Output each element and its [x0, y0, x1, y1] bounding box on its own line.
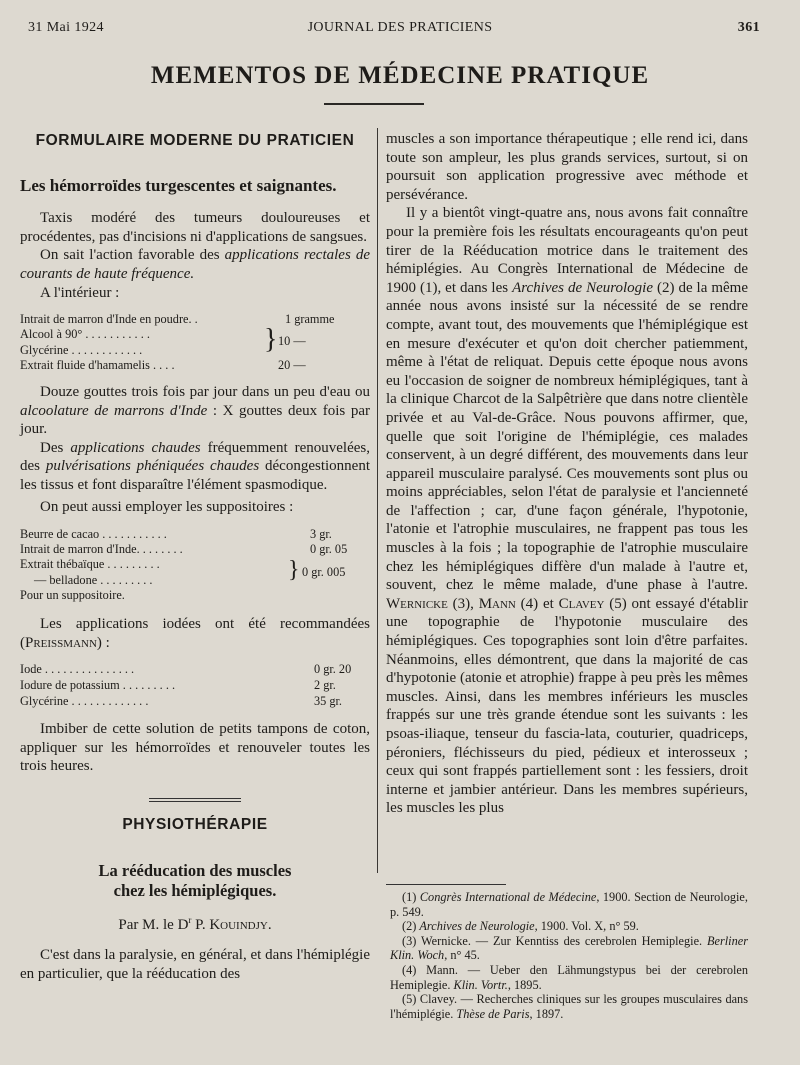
paragraph-interieur: A l'intérieur : — [40, 284, 120, 301]
byline-prefix: Par M. le D — [118, 916, 189, 933]
article-title-line: La rééducation des muscles — [98, 860, 292, 880]
text-run: Les applications iodées ont été recommandées ( — [20, 616, 370, 651]
rx-shared-quantity: 10 — — [278, 334, 306, 349]
author-name: Wernicke — [386, 595, 448, 612]
left-column — [20, 130, 370, 983]
text-run: Des — [40, 439, 71, 456]
prescription-2 — [20, 527, 370, 603]
text-italic-run: Congrès International de Médecine — [419, 890, 597, 904]
article-title — [20, 861, 370, 901]
byline — [20, 911, 370, 935]
text-italic-run: Thèse de Paris — [456, 1006, 530, 1021]
footnote — [390, 934, 748, 963]
author-name: P. Kouindjy. — [195, 916, 272, 933]
paragraph-continuation: muscles a son importance thérapeutique ; elle rend ici, dans toute son ampleur, les plus grands services, surtout, si on poursuit son application progressive avec méthode et persévérance. — [386, 131, 748, 203]
text-italic-run: applications chaudes — [70, 439, 201, 456]
author-name: Clavey — [558, 595, 605, 612]
text-italic-run: Klin. Vortr. — [453, 977, 508, 992]
rx-row — [20, 312, 370, 327]
paragraph-article-start: C'est dans la paralysie, en général, et dans l'hémiplégie en particulier, que la rééducation des — [20, 947, 370, 982]
text-italic-run: pulvérisations phéniquées chaudes — [45, 458, 260, 475]
page-title: MEMENTOS DE MÉDECINE PRATIQUE — [150, 62, 650, 89]
rx-ingredient: Intrait de marron d'Inde. . . . . . . . — [20, 542, 183, 557]
subtitle-hemorroides: Les hémorroïdes turgescentes et saignantes. — [20, 175, 337, 195]
text-run: décongestionnent les tissus et font disparaître l'élément spasmodique. — [20, 458, 370, 493]
rx-row — [20, 527, 370, 542]
text-run: (3), — [447, 595, 479, 612]
rx-row — [20, 662, 370, 678]
rx-quantity: 20 — — [278, 357, 306, 372]
rx-ingredient: — belladone . . . . . . . . . — [34, 572, 153, 587]
rx-quantity: 35 gr. — [314, 694, 343, 709]
footnote — [390, 890, 748, 919]
text-run: Douze gouttes trois fois par jour dans un peu d'eau ou — [40, 383, 370, 400]
rx-ingredient: Glycérine . . . . . . . . . . . . — [20, 342, 143, 357]
rx-row — [20, 678, 370, 694]
text-run: , 1895. — [507, 977, 542, 992]
rx-quantity: 0 gr. 20 — [314, 662, 352, 677]
header-date: 31 Mai 1924 — [28, 20, 104, 35]
text-run: : X gouttes deux fois par jour. — [20, 402, 371, 438]
right-column — [386, 130, 748, 818]
footnote — [390, 963, 748, 992]
text-run: , 1900. Section de Neurologie, p. 549. — [390, 890, 748, 919]
rx-quantity: 1 gramme — [285, 312, 335, 327]
rx-ingredient: Extrait thébaïque . . . . . . . . . — [20, 557, 160, 572]
section-heading-formulaire: FORMULAIRE MODERNE DU PRATICIEN — [35, 132, 355, 149]
text-run: , 1900. Vol. X, n° 59. — [534, 919, 639, 934]
rx-row — [20, 588, 370, 603]
rx-row — [20, 358, 370, 373]
text-italic-run: alcoolature de marrons d'Inde — [20, 402, 208, 419]
prescription-3 — [20, 662, 370, 710]
rx-shared-quantity: 0 gr. 005 — [302, 565, 346, 580]
text-run: fréquemment renouvelées, des — [20, 439, 370, 475]
brace-icon: } — [264, 324, 278, 356]
author-name: Mann — [478, 595, 516, 612]
rx-ingredient: Extrait fluide d'hamamelis . . . . — [20, 357, 175, 372]
text-run: (3) Wernicke. — Zur Kenntiss des cerebrolen Hemiplegie. — [402, 933, 708, 948]
text-run: (4) et — [515, 595, 559, 612]
text-run: (5) ont essayé d'établir une topographie de l'hypotonie musculaire des hémiplégiques. Ces topographies sont loin d'être parfaites. Néanmoins, elles démontrent, que dans la majorité de cas d'hypotonie (atonie et atrophie) frappe à peu près les mêmes muscles. Ainsi, dans les membres inférieurs les muscles frappés sur une très grande étendue sont les suivants : les psoas-iliaque, tenseur du fascia-lata, couturier, quadriceps, péroniers, fléchisseurs du pied, pédieux et interosseux ; ceux qui sont frappés partiellement sont : les fessiers, droit interne et jambier antérieur. Dans les membres supérieurs, les muscles les plus — [386, 595, 748, 817]
paragraph-courants — [20, 246, 370, 283]
paragraph-iodees — [20, 615, 370, 652]
text-run: (5) Clavey. — Recherches cliniques sur les groupes musculaires dans l'hémiplégie. — [390, 992, 748, 1021]
rx-row — [20, 542, 370, 557]
rx-ingredient: Glycérine . . . . . . . . . . . . . — [20, 694, 149, 709]
prescription-1 — [20, 312, 370, 373]
rx-ingredient: Alcool à 90° . . . . . . . . . . . — [20, 327, 150, 342]
footnotes — [390, 890, 748, 1021]
section-heading-physiotherapie: PHYSIOTHÉRAPIE — [122, 815, 268, 833]
paragraph-vingt-quatre-ans — [386, 204, 748, 818]
paragraph-imbiber: Imbiber de cette solution de petits tampons de coton, appliquer sur les hémorroïdes et renouveler toutes les trois heures. — [20, 721, 370, 775]
paragraph-douze-gouttes — [20, 383, 370, 439]
text-run: , n° 45. — [444, 948, 480, 963]
footnote — [390, 919, 748, 934]
text-run: (2) de la même année nous avons insisté sur la nécessité de se rendre compte, avant tout, des mouvements que l'hémiplégique est en mesure d'exécuter et qu'on doit chercher patiemment, même à l'état de reliquat. Depuis cette époque nous avons eu l'occasion de soigner de nombreux hémiplégiques, tant à la clinique Charcot de la Salpêtrière que dans notre clientèle privée et au Val-de-Grâce. Nous pouvons affirmer, que, quelle que soit l'origine de l'hémiplégie, ces malades conservent, à un degré différent, des mouvements dans leur appareil musculaire paralysé. Ces mouvements sont plus ou moins appréciables, selon l'état de paralysie et l'ancienneté de l'affection ; car, d'une façon générale, l'hypotonie, l'atonie et l'atrophie musculaires, ne frappent pas tous les muscles à la fois ; la topographie de l'atrophie musculaire chez les hémiplégiques diffère d'un malade à l'autre et, souvent, chez le même malade, d'une phase à l'autre. — [386, 279, 749, 594]
header-journal-name: JOURNAL DES PRATICIENS — [307, 20, 493, 35]
section-separator — [149, 798, 241, 802]
text-run: (1) — [402, 890, 420, 904]
text-run: , 1897. — [529, 1006, 564, 1021]
column-divider — [377, 128, 378, 873]
text-italic-run: Archives de Neurologie — [512, 279, 654, 296]
text-run: (2) — [402, 919, 420, 934]
author-name: Preissmann — [25, 634, 97, 651]
rx-row — [20, 327, 370, 342]
text-run: (4) Mann. — Ueber den Lähmungstypus bei der cerebrolen Hemiplegie. — [390, 962, 748, 992]
rx-ingredient: Iode . . . . . . . . . . . . . . . — [20, 662, 135, 677]
rx-quantity: 3 gr. — [310, 527, 332, 542]
article-title-line: chez les hémiplégiques. — [113, 880, 277, 900]
footnote — [390, 992, 748, 1021]
byline-sup: r — [188, 914, 192, 925]
rx-row — [20, 343, 370, 358]
rx-quantity: 0 gr. 05 — [310, 542, 348, 557]
rx-row — [20, 694, 370, 710]
footnote-rule — [386, 884, 506, 885]
text-italic-run: Archives de Neurologie — [419, 919, 535, 934]
rx-ingredient: Iodure de potassium . . . . . . . . . — [20, 678, 176, 693]
text-run: ) : — [96, 634, 110, 651]
title-rule — [324, 103, 424, 105]
rx-footer: Pour un suppositoire. — [20, 587, 125, 602]
header-page-number: 361 — [737, 20, 760, 35]
paragraph-taxis: Taxis modéré des tumeurs douloureuses et procédentes, pas d'incisions ni d'applications de sangsues. — [20, 210, 370, 245]
rx-ingredient: Beurre de cacao . . . . . . . . . . . — [20, 527, 167, 542]
text-italic-run: applications rectales de courants de haute fréquence. — [20, 247, 370, 282]
text-run: On sait l'action favorable des — [40, 247, 225, 264]
rx-quantity: 2 gr. — [314, 678, 336, 693]
paragraph-suppositoires: On peut aussi employer les suppositoires : — [40, 499, 294, 516]
paragraph-applications-chaudes — [20, 439, 370, 495]
text-italic-run: Berliner Klin. Woch — [390, 933, 748, 963]
brace-icon: } — [288, 557, 300, 584]
text-run: Il y a bientôt vingt-quatre ans, nous avons fait connaître pour la première fois les résultats encourageants qu'on peut tirer de la Rééducation motrice dans le traitement des hémiplégies. Au Congrès International de Médecine de 1900 (1), et dans les — [386, 205, 748, 296]
rx-ingredient: Intrait de marron d'Inde en poudre. . — [20, 312, 198, 327]
